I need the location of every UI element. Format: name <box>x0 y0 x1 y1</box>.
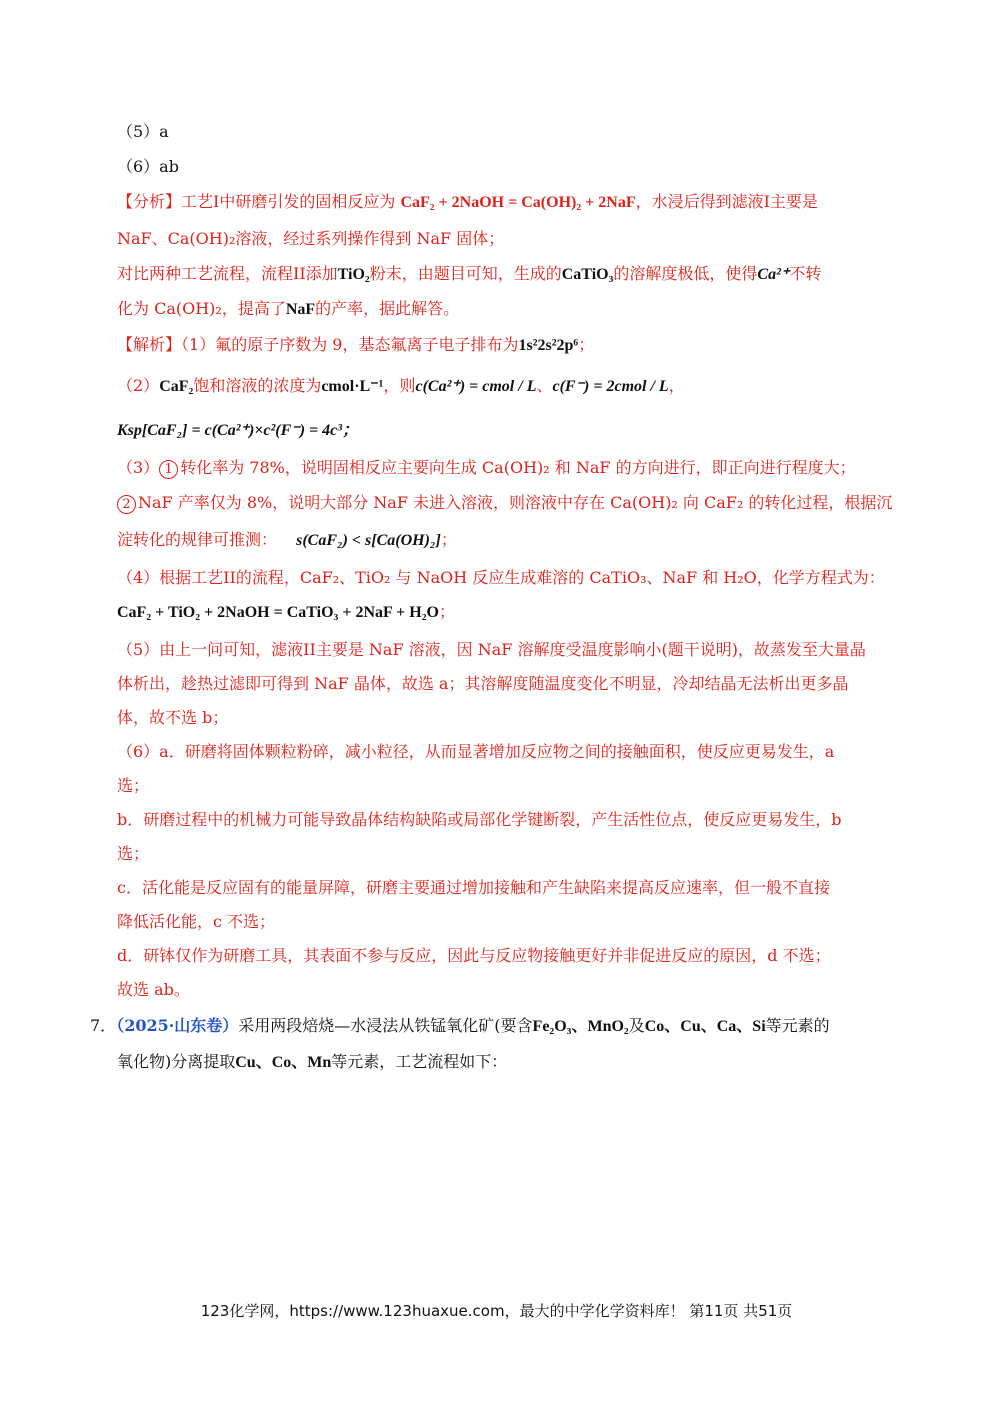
p3-line-2 <box>117 493 892 514</box>
answer-6: （6）ab <box>117 157 179 176</box>
formula-tio2: TiO₂ <box>337 266 370 283</box>
text: 粉末，由题目可知，生成的 <box>369 264 562 283</box>
analysis-line-3 <box>117 264 821 285</box>
analysis-text: 工艺I中研磨引发的固相反应为 <box>181 192 396 211</box>
analysis-text-tail: ，水浸后得到滤液I主要是 <box>635 192 818 211</box>
text: （2） <box>117 376 160 395</box>
text: （1）氟的原子序数为 9，基态氟离子电子排布为 <box>181 335 519 354</box>
equation-process-2: CaF₂ + TiO₂ + 2NaOH = CaTiO₃ + 2NaF + H₂O <box>117 604 439 621</box>
formula-target-elements: Cu、Co、Mn <box>235 1054 332 1071</box>
p5-line-1: （5）由上一问可知，滤液II主要是 NaF 溶液，因 NaF 溶解度受温度影响小(题干说明)，故蒸发至大量晶 <box>117 640 866 659</box>
page-footer: 123化学网，https://www.123huaxue.com，最大的中学化学资料库！ 第11页 共51页 <box>200 1302 793 1320</box>
text: ，则 <box>383 376 416 395</box>
text: ； <box>438 602 455 621</box>
formula-caf2: CaF₂ <box>159 378 194 395</box>
circled-number-1: 1 <box>159 460 178 479</box>
equation-solid-reaction: CaF₂ + 2NaOH = Ca(OH)₂ + 2NaF <box>400 194 636 211</box>
question-7-line-2 <box>117 1052 507 1073</box>
text: （3） <box>117 458 160 477</box>
p6-line-2: 选； <box>117 776 150 795</box>
analysis-line-1 <box>117 192 818 213</box>
ksp-line <box>117 420 358 441</box>
explain-line-1 <box>117 335 594 356</box>
text: 采用两段焙烧—水浸法从铁锰氧化矿(要含 <box>238 1016 533 1035</box>
formula-catio3: CaTiO₃ <box>561 266 614 283</box>
text: 等元素，工艺流程如下： <box>331 1052 508 1071</box>
answer-5: （5）a <box>117 122 169 141</box>
text: 等元素的 <box>765 1016 830 1035</box>
explain-line-2 <box>117 376 685 397</box>
electron-config: 1s²2s²2p⁶ <box>518 337 579 354</box>
question-7-line-1 <box>90 1016 830 1037</box>
text: 化为 Ca(OH)₂，提高了 <box>117 299 286 318</box>
analysis-line-4 <box>117 299 459 320</box>
p3-line-1 <box>117 458 856 479</box>
circled-number-2: 2 <box>117 495 136 514</box>
p5-line-2: 体析出，趁热过滤即可得到 NaF 晶体，故选 a；其溶解度随温度变化不明显，冷却结晶无法析出更多晶 <box>117 674 849 693</box>
p6-line-6: 降低活化能，c 不选； <box>117 912 276 931</box>
text: 的产率，据此解答。 <box>315 299 460 318</box>
p6-line-1: （6）a．研磨将固体颗粒粉碎，减小粒径，从而显著增加反应物之间的接触面积，使反应更易发生，a <box>117 742 835 761</box>
p6-line-5: c．活化能是反应固有的能量屏障，研磨主要通过增加接触和产生缺陷来提高反应速率，但一般不直接 <box>117 878 830 897</box>
text: 氧化物)分离提取 <box>117 1052 236 1071</box>
unit: cmol·L⁻¹ <box>321 378 384 395</box>
text: ； <box>578 335 595 354</box>
text: 的溶解度极低，使得 <box>613 264 758 283</box>
text: 对比两种工艺流程，流程II添加 <box>117 264 338 283</box>
question-source: （2025·山东卷） <box>116 1016 239 1035</box>
text: 及 <box>628 1016 645 1035</box>
formula-oxides: Fe₂O₃、MnO₂ <box>532 1018 629 1035</box>
analysis-tag: 【分析】 <box>117 192 182 211</box>
p6-line-4: 选； <box>117 844 150 863</box>
p5-line-3: 体，故不选 b； <box>117 708 229 727</box>
text: 饱和溶液的浓度为 <box>193 376 322 395</box>
p4-line-1: （4）根据工艺II的流程，CaF₂、TiO₂ 与 NaOH 反应生成难溶的 CaTiO₃、NaF 和 H₂O，化学方程式为： <box>117 568 885 587</box>
equation-f-conc: c(F⁻) = 2cmol / L <box>552 378 669 395</box>
p6-line-7: d．研钵仅作为研磨工具，其表面不参与反应，因此与反应物接触更好并非促进反应的原因，d 不选； <box>117 946 831 965</box>
text: ； <box>440 530 457 549</box>
formula-elements: Co、Cu、Ca、Si <box>644 1018 766 1035</box>
ion-ca: Ca²⁺ <box>757 266 790 283</box>
explain-tag: 【解析】 <box>117 335 182 354</box>
text: 淀转化的规律可推测： <box>117 530 278 549</box>
equation-ksp: Ksp[CaF₂] = c(Ca²⁺)×c²(F⁻) = 4c³； <box>117 422 359 439</box>
formula-naf: NaF <box>285 301 316 318</box>
p4-line-2 <box>117 602 455 623</box>
text: 转化率为 78%，说明固相反应主要向生成 Ca(OH)₂ 和 NaF 的方向进行，即正向进行程度大； <box>180 458 856 477</box>
p6-line-8: 故选 ab。 <box>117 980 190 999</box>
question-number: 7． <box>90 1016 117 1035</box>
equation-ca-conc: c(Ca²⁺) = cmol / L <box>415 378 537 395</box>
p6-line-3: b．研磨过程中的机械力可能导致晶体结构缺陷或局部化学键断裂，产生活性位点，使反应更易发生，b <box>117 810 842 829</box>
inequality-solubility: s(CaF₂) < s[Ca(OH)₂] <box>296 532 441 549</box>
text: 、 <box>536 376 553 395</box>
text: 不转 <box>789 264 822 283</box>
text: ， <box>668 376 685 395</box>
text: NaF 产率仅为 8%，说明大部分 NaF 未进入溶液，则溶液中存在 Ca(OH)₂ 向 CaF₂ 的转化过程，根据沉 <box>138 493 893 512</box>
analysis-line-2: NaF、Ca(OH)₂溶液，经过系列操作得到 NaF 固体； <box>117 229 505 248</box>
p3-line-3 <box>117 530 457 551</box>
